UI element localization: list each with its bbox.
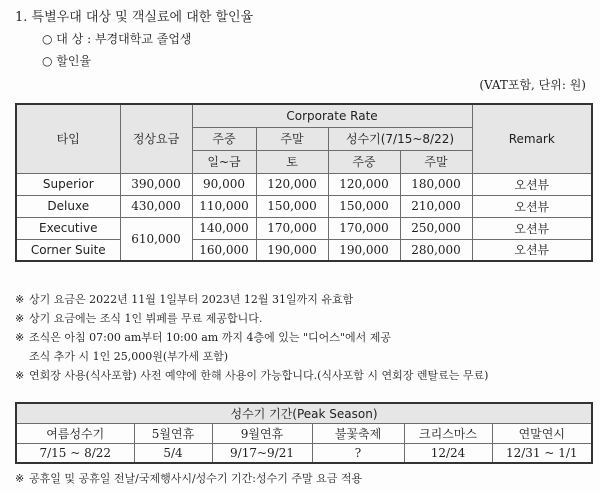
header-remark: Remark	[472, 104, 592, 173]
weekday-rate: 140,000	[192, 217, 256, 239]
peak-period: 12/31 ~ 1/1	[492, 443, 592, 463]
peak-weekend-rate: 180,000	[400, 173, 472, 195]
room-type: Corner Suite	[16, 239, 120, 261]
weekend-rate: 190,000	[256, 239, 328, 261]
note-breakfast-hours	[15, 329, 391, 345]
header-weekday-sub: 일~금	[192, 150, 256, 173]
peak-season-table	[15, 402, 593, 464]
remark: 오션뷰	[472, 239, 592, 261]
regular-rate: 390,000	[120, 173, 192, 195]
table-row	[16, 239, 592, 261]
peak-weekend-rate: 250,000	[400, 217, 472, 239]
room-type: Superior	[16, 173, 120, 195]
note-text: 조식은 아침 07:00 am부터 10:00 am 까지 4층에 있는 "디어스"에서 제공	[29, 331, 391, 344]
peak-column-label: 5월연휴	[134, 423, 212, 443]
table-row	[16, 173, 592, 195]
peak-season-title: 성수기 기간(Peak Season)	[16, 403, 592, 423]
weekend-rate: 120,000	[256, 173, 328, 195]
unit-note: (VAT포함, 단위: 원)	[479, 78, 586, 92]
peak-period: 9/17~9/21	[212, 443, 312, 463]
header-corporate-rate: Corporate Rate	[192, 104, 472, 127]
section-heading: 1. 특별우대 대상 및 객실료에 대한 할인율	[15, 10, 254, 25]
note-validity	[15, 291, 353, 307]
note-mark: ※	[15, 312, 25, 325]
note-breakfast-extra: 조식 추가 시 1인 25,000원(부가세 포함)	[29, 350, 229, 363]
room-type: Executive	[16, 217, 120, 239]
header-peak-weekday: 주중	[328, 150, 400, 173]
header-weekend-sub: 토	[256, 150, 328, 173]
peak-column-label: 여름성수기	[16, 423, 134, 443]
peak-column-label: 불꽃축제	[312, 423, 404, 443]
regular-rate: 430,000	[120, 195, 192, 217]
note-mark: ※	[15, 472, 25, 485]
header-regular-rate: 정상요금	[120, 104, 192, 173]
peak-weekday-rate: 170,000	[328, 217, 400, 239]
weekend-rate: 170,000	[256, 217, 328, 239]
note-holiday	[15, 470, 362, 486]
note-mark: ※	[15, 369, 25, 382]
peak-period: ?	[312, 443, 404, 463]
weekday-rate: 90,000	[192, 173, 256, 195]
regular-rate: 610,000	[120, 217, 192, 261]
weekday-rate: 160,000	[192, 239, 256, 261]
peak-period: 7/15 ~ 8/22	[16, 443, 134, 463]
peak-period: 12/24	[404, 443, 492, 463]
header-weekend: 주말	[256, 127, 328, 150]
subject-line: ○ 대 상 : 부경대학교 졸업생	[42, 32, 192, 46]
note-text: 공휴일 및 공휴일 전날/국제행사시/성수기 기간:성수기 주말 요금 적용	[29, 472, 363, 485]
note-mark: ※	[15, 293, 25, 306]
peak-weekday-rate: 150,000	[328, 195, 400, 217]
peak-value-row	[16, 443, 592, 463]
weekend-rate: 150,000	[256, 195, 328, 217]
weekday-rate: 110,000	[192, 195, 256, 217]
table-row	[16, 217, 592, 239]
table-row	[16, 195, 592, 217]
note-banquet	[15, 367, 488, 383]
peak-header-row	[16, 423, 592, 443]
note-breakfast	[15, 310, 262, 326]
remark: 오션뷰	[472, 217, 592, 239]
header-weekday: 주중	[192, 127, 256, 150]
rate-table	[15, 103, 593, 262]
note-text: 상기 요금은 2022년 11월 1일부터 2023년 12월 31일까지 유효함	[29, 293, 354, 306]
room-type: Deluxe	[16, 195, 120, 217]
peak-weekday-rate: 120,000	[328, 173, 400, 195]
header-peak-season: 성수기(7/15~8/22)	[328, 127, 472, 150]
note-text: 연회장 사용(식사포함) 사전 예약에 한해 사용이 가능합니다.(식사포함 시 연회장 렌탈료는 무료)	[29, 369, 489, 382]
peak-column-label: 9월연휴	[212, 423, 312, 443]
remark: 오션뷰	[472, 173, 592, 195]
header-type: 타입	[16, 104, 120, 173]
peak-column-label: 크리스마스	[404, 423, 492, 443]
header-peak-weekend: 주말	[400, 150, 472, 173]
peak-weekend-rate: 210,000	[400, 195, 472, 217]
peak-weekend-rate: 280,000	[400, 239, 472, 261]
peak-period: 5/4	[134, 443, 212, 463]
peak-column-label: 연말연시	[492, 423, 592, 443]
note-mark: ※	[15, 331, 25, 344]
note-text: 상기 요금에는 조식 1인 뷔페를 무료 제공합니다.	[29, 312, 263, 325]
peak-weekday-rate: 190,000	[328, 239, 400, 261]
discount-line: ○ 할인율	[42, 54, 92, 68]
remark: 오션뷰	[472, 195, 592, 217]
